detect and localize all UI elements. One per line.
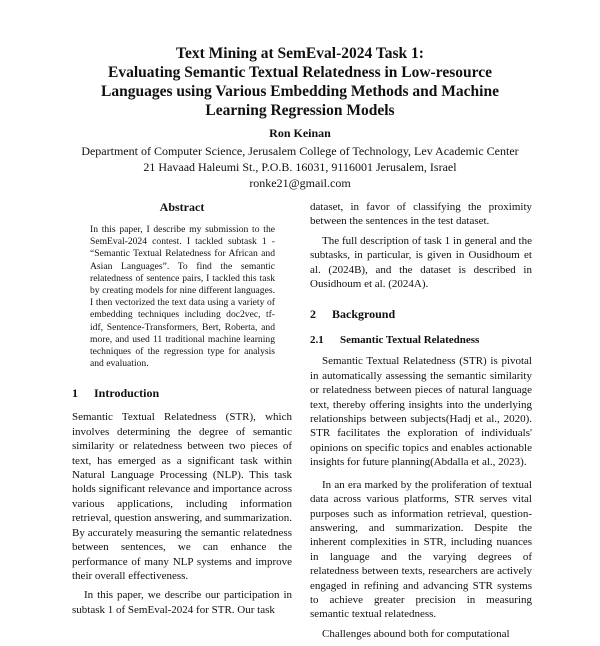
subsection-number: 2.1 [310,334,324,347]
title-line-4: Learning Regression Models [205,102,395,119]
paper-title [60,44,540,120]
author-affiliation [40,143,560,191]
abstract-text: In this paper, I describe my submission to the SemEval-2024 contest. I tackled subtask 1 - “Semantic Textual Relatedness for African and Asian Languages”. To find the semantic relatedness of sentence pairs, I tackled this task by creating models for nine different languages. I then vectorized the text data using a variety of embedding techniques including doc2vec, tf-idf, Sentence-Transformers, Bert, Roberta, and more, and used 11 traditional machine learning techniques of the regression type for analysis and evaluation. [90,224,275,370]
era-paragraph: In an era marked by the proliferation of textual data across various platforms, STR serves vital purposes such as information retrieval, question-answering, and summarization. Despite the inherent complexities in STR, including nuances in language and the varying degrees of relatedness between texts, researchers are actively engaged in refining and advancing STR systems to achieve greater precision in measuring semantic textual relatedness. [310,478,532,621]
subsection-heading-str [310,334,532,346]
section-number: 2 [310,307,316,322]
left-column [72,200,292,622]
author-email: ronke21@gmail.com [249,176,351,190]
author-name: Ron Keinan [269,126,331,140]
affiliation-address: 21 Havaad Haleumi St., P.O.B. 16031, 9116001 Jerusalem, Israel [143,160,457,174]
section-number: 1 [72,386,78,401]
section-title: Background [332,307,396,322]
title-line-2: Evaluating Semantic Textual Relatedness in Low-resource [108,64,492,81]
section-heading-introduction [72,386,292,401]
abstract-heading: Abstract [159,200,205,214]
title-line-1: Text Mining at SemEval-2024 Task 1: [176,45,424,62]
intro-paragraph-2: In this paper, we describe our participation in subtask 1 of SemEval-2024 for STR. Our task [72,589,292,616]
section-heading-background [310,307,532,322]
affiliation-department: Department of Computer Science, Jerusalem College of Technology, Lev Academic Center [81,144,519,158]
task-description-paragraph: The full description of task 1 in general and the subtasks, in particular, is given in Ousidhoum et al. (2024B), and the dataset is described in Ousidhoum et al. (2024A). [310,234,532,291]
subsection-title: Semantic Textual Relatedness [340,334,480,347]
str-paragraph: Semantic Textual Relatedness (STR) is pivotal in automatically assessing the semantic similarity or relatedness between pieces of natural language text, thereby offering insights into the underlying relationships between subjects(Hadj et al., 2020). STR facilitates the exploration of individuals' opinions on specific topics and enables actionable insights for future planning(Abdalla et al., 2023). [310,355,532,469]
intro-paragraph-1: Semantic Textual Relatedness (STR), which involves determining the degree of semantic similarity or relatedness between two pieces of text, has emerged as a significant task within Natural Language Processing (NLP). This task holds significant relevance and importance across various applications, including information retrieval, question answering, and summarization. By accurately measuring the semantic relatedness between sentences, we can enhance the performance of many NLP systems and improve their overall effectiveness. [72,411,292,582]
right-column [310,200,532,646]
section-title: Introduction [94,386,160,401]
challenges-paragraph: Challenges abound both for computational [322,627,510,640]
continued-paragraph: dataset, in favor of classifying the proximity between the sentences in the test dataset. [310,201,532,228]
title-line-3: Languages using Various Embedding Methods and Machine [101,83,499,100]
